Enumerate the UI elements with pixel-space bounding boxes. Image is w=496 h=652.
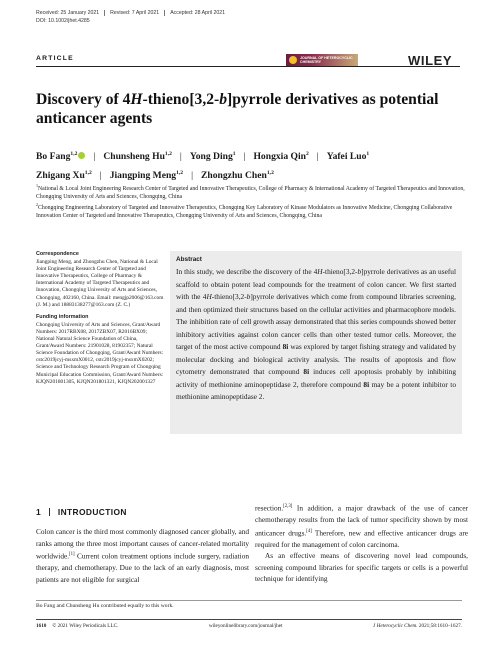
- journal-url[interactable]: wileyonlinelibrary.com/journal/jhet: [208, 623, 283, 629]
- orcid-icon[interactable]: [78, 152, 85, 159]
- abstract-text: In this study, we describe the discovery of the 4H-thieno[3,2-b]pyrrole derivatives as an useful scaffold to obtain potent lead compounds for the treatment of colon cancer. We first started with the 4H-thieno[3,2-b]pyrrole derivatives which come from compound libraries screening, and then optimized their structures based on the cellular activities and pharmacophore models. The inhibition rate of cell growth assay demonstrated that this series compounds showed better inhibitory activities against colon cancer cells than other tested tumor cells. Moreover, the target of the most active compound 8i was explored by target fishing strategy and validated by molecular docking and biological activity analysis. The results of apoptosis and flow cytometry demonstrated that compound 8i induces cell apoptosis probably by inhibiting activity of methionine aminopeptidase 2, therefore compound 8i may be a potent inhibitor to methionine aminopeptidase 2.: [176, 267, 457, 402]
- intro-paragraph-2: As an effective means of discovering novel lead compounds, screening compound libraries for specific targets or cells is a powerful technique for identifying: [255, 551, 468, 584]
- author-separator: |: [191, 170, 194, 182]
- author-separator: |: [179, 151, 182, 163]
- journal-logo-text: JOURNAL OF HETEROCYCLIC CHEMISTRY: [300, 56, 353, 64]
- intro-column-right: [255, 501, 468, 585]
- author-name[interactable]: Chunsheng Hu$^{1,2}$: [103, 151, 172, 163]
- publisher-logo[interactable]: WILEY: [408, 53, 453, 68]
- footnote-divider: [36, 600, 462, 601]
- section-title: INTRODUCTION: [57, 507, 127, 517]
- title-line-2: anticancer agents: [36, 110, 153, 127]
- article-history: [36, 10, 235, 24]
- section-number: 1: [36, 507, 42, 517]
- article-title: [36, 90, 460, 128]
- funding-heading: Funding information: [36, 313, 89, 320]
- author-name[interactable]: Zhongzhu Chen$^{1,2}$: [201, 170, 274, 182]
- copyright: © 2021 Wiley Periodicals LLC.: [52, 623, 119, 629]
- author-separator: |: [93, 151, 96, 163]
- citation-ref[interactable]: [2,3]: [283, 504, 293, 509]
- correspondence-heading: Correspondence: [36, 251, 79, 257]
- journal-logo-icon: [289, 56, 297, 64]
- article-type-label: ARTICLE: [36, 55, 74, 62]
- intro-paragraph: resection.[2,3] In addition, a major drawback of the use of cancer chemotherapy results from the lack of tumor specificity shown by most anticancer drugs.[4] Therefore, new and effective anticancer drugs are required for the management of colon carcinoma.: [255, 503, 468, 549]
- author-name[interactable]: Jiangping Meng$^{1,2}$: [109, 170, 184, 182]
- journal-citation: J Heterocyclic Chem. 2021;58:1610–1627.: [372, 623, 462, 629]
- revised-date: Revised: 7 April 2021: [110, 10, 165, 16]
- received-date: Received: 25 January 2021: [36, 10, 105, 16]
- journal-logo[interactable]: [286, 54, 358, 66]
- author-separator: |: [316, 151, 319, 163]
- footnote: Bo Fang and Chunsheng Hu contributed equally to this work.: [36, 603, 174, 609]
- accepted-date: Accepted: 28 April 2021: [170, 10, 225, 16]
- doi[interactable]: DOI: 10.1002/jhet.4285: [36, 18, 90, 24]
- abstract-box: [170, 251, 462, 434]
- page-number: 1610: [36, 623, 47, 629]
- header-divider: [36, 66, 460, 67]
- author-separator: |: [99, 170, 102, 182]
- author-separator: |: [243, 151, 246, 163]
- author-name[interactable]: Yafei Luo$^1$: [326, 151, 370, 163]
- correspondence-text: Jiangping Meng, and Zhongzhu Chen, National & Local Joint Engineering Research Center of Targeted and Innovative Therapeutics, College of Pharmacy & International Academy of Targeted Therapeutics and Innovation, Chongqing University of Arts and Sciences, Chongqing, 402160, China. Email: mengjp2006@163.com (J. M.) and 18883138277@163.com (Z. C.): [36, 259, 164, 308]
- title-line-1: Discovery of 4H-thieno[3,2-b]pyrrole derivatives as potential: [36, 91, 439, 108]
- affiliation-2: $^2$Chongqing Engineering Laboratory of Targeted and Innovative Therapeutics, Chongqing Key Laboratory of Kinase Modulators as Innovative Medicine, Chongqing Collaborative Innovation Center of Targeted and Innovative Therapeutics, Chongqing University of Arts and Sciences, Chongqing, China: [36, 202, 453, 219]
- author-name[interactable]: Hongxia Qin$^2$: [253, 151, 309, 163]
- sidebar-notes: [36, 251, 164, 386]
- funding-text: Chongqing University of Arts and Sciences, Grant/Award Numbers: 2017RBX08, 2017ZBX07, R2016BX09; National Natural Science Foundation of China, Grant/Award Numbers: 21901028, 81902357; Natural Science Foundation of Chongqing, Grant/Award Numbers: cstc2019jcyj-msxmX0012, cstc2019jcyj-msxmX0202; Science and Technology Research Program of Chongqing Municipal Education Commission, Grant/Award Numbers: KJQN201801305, KJQN201801321, KJQN202001327: [36, 321, 164, 385]
- intro-column-left: Colon cancer is the third most commonly diagnosed cancer globally, and ranks among the three most important causes of cancer-related mortality worldwide.[1] Current colon treatment options include surgery, radiation therapy, and chemotherapy. Due to the lack of an early diagnosis, most patients are not eligible for surgical: [36, 527, 249, 584]
- citation-ref[interactable]: [4]: [306, 528, 312, 534]
- page-footer: [36, 623, 462, 629]
- author-list: [36, 146, 466, 184]
- author-name[interactable]: Yong Ding$^1$: [189, 151, 236, 163]
- footer-divider: [36, 619, 462, 620]
- author-name[interactable]: Zhigang Xu$^{1,2}$: [36, 170, 92, 182]
- affiliation-1: $^1$National & Local Joint Engineering Research Center of Targeted and Innovative Therapeutics, College of Pharmacy & International Academy of Targeted Therapeutics and Innovation, Chongqing University of Arts and Sciences, Chongqing, China: [36, 183, 465, 200]
- author-name[interactable]: Bo Fang$^{1,2}$: [36, 151, 85, 162]
- section-heading-introduction: [36, 507, 127, 517]
- citation-ref[interactable]: [1]: [69, 552, 75, 558]
- abstract-heading: Abstract: [176, 256, 202, 263]
- section-divider: [49, 508, 50, 516]
